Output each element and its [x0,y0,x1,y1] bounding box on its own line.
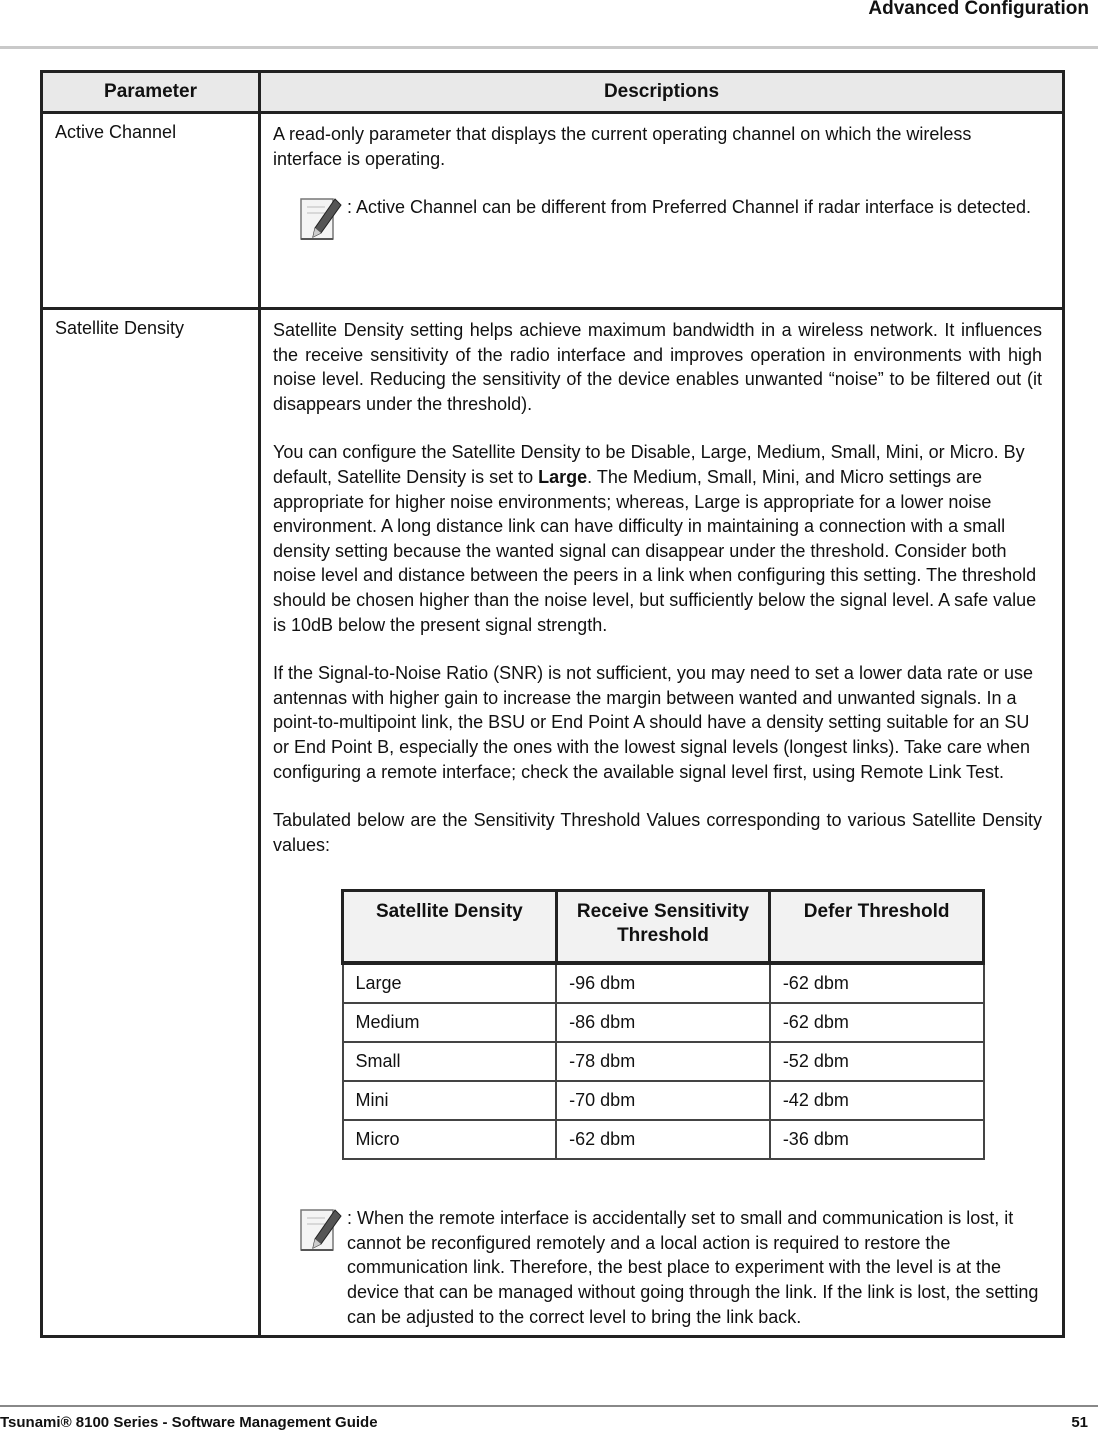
note-text: : When the remote interface is accidentally set to small and communication is lost, it cannot be reconfigured remotely and a local action is required to restore the communication link. Therefore, the best place to experiment with the level is at the device that can be managed without going through the link. If the link is lost, the setting can be adjusted to the correct level to bring the link back. [347,1208,1039,1327]
header-parameter: Parameter [42,72,260,113]
density-cell: -62 dbm [770,1003,984,1042]
density-cell: Micro [343,1120,557,1159]
density-threshold-table [341,889,985,1160]
page-number: 51 [1071,1414,1088,1431]
table-row [42,309,1064,1337]
density-cell: -52 dbm [770,1042,984,1081]
density-cell: -96 dbm [556,963,770,1003]
footer-divider [0,1405,1098,1407]
table-header-row [42,72,1064,113]
density-row [343,1042,984,1081]
description-paragraph: If the Signal-to-Noise Ratio (SNR) is not sufficient, you may need to set a lower data rate or use antennas with higher gain to increase the margin between wanted and unwanted signals. In a point-to-multipoint link, the BSU or End Point A should have a density setting suitable for an SU or End Point B, especially the ones with the lowest signal levels (longest links). Take care when configuring a remote interface; check the available signal level first, using Remote Link Test. [273,663,1034,782]
density-header: Defer Threshold [770,891,984,964]
default-value: Large [538,466,588,487]
density-cell: Medium [343,1003,557,1042]
header-divider [0,46,1098,49]
note-pencil-icon [297,1206,343,1258]
density-header-row [343,891,984,964]
description-paragraph: Satellite Density setting helps achieve maximum bandwidth in a wireless network. It influences the receive sensitivity of the radio interface and improves operation in environments with high noise level. Reducing the sensitivity of the device enables unwanted “noise” to be filtered out (it disappears under the threshold). [273,320,1042,414]
description-text: A read-only parameter that displays the current operating channel on which the wireless interface is operating. [273,124,972,169]
density-cell: Small [343,1042,557,1081]
density-cell: Mini [343,1081,557,1120]
parameter-name: Active Channel [42,113,260,309]
density-row [343,963,984,1003]
note-block [297,195,1042,247]
density-cell: -86 dbm [556,1003,770,1042]
table-row [42,113,1064,309]
density-cell: -62 dbm [770,963,984,1003]
note-pencil-icon [297,195,343,247]
density-cell: -42 dbm [770,1081,984,1120]
density-cell: -70 dbm [556,1081,770,1120]
note-block [297,1206,1042,1329]
density-cell: Large [343,963,557,1003]
density-cell: -78 dbm [556,1042,770,1081]
description-paragraph: You can configure the Satellite Density to be Disable, Large, Medium, Small, Mini, or Micro. By default, Satellite Density is set to Large. The Medium, Small, Mini, and Micro settings are appropriate for higher noise environments; whereas, Large is appropriate for a lower noise environment. A long distance link can have difficulty in maintaining a connection with a small density setting because the wanted signal can disappear under the threshold. Consider both noise level and distance between the peers in a link when configuring this setting. The threshold should be chosen higher than the noise level, but sufficiently below the signal level. A safe value is 10dB below the present signal strength. [273,442,1037,635]
note-text: : Active Channel can be different from Preferred Channel if radar interface is detected. [347,197,1032,218]
parameter-name: Satellite Density [42,309,260,1337]
density-row [343,1081,984,1120]
density-row [343,1120,984,1159]
density-header: Receive Sensitivity Threshold [556,891,770,964]
density-cell: -62 dbm [556,1120,770,1159]
density-cell: -36 dbm [770,1120,984,1159]
parameter-table [40,70,1065,1338]
density-row [343,1003,984,1042]
footer-document-title: Tsunami® 8100 Series - Software Management Guide [0,1414,378,1431]
density-header: Satellite Density [343,891,557,964]
header-descriptions: Descriptions [260,72,1064,113]
page-header-title: Advanced Configuration [868,0,1089,19]
description-paragraph: Tabulated below are the Sensitivity Threshold Values corresponding to various Satellite Density values: [273,810,1042,855]
